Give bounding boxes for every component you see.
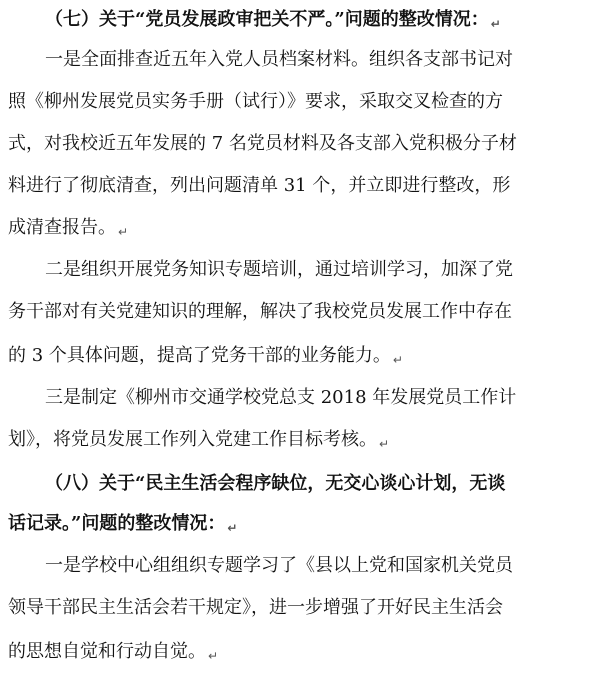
- section-8-heading-line-2: 话记录。”问题的整改情况： ↵: [0, 506, 604, 542]
- section-7-paragraph-1-line-4: 料进行了彻底清查，列出问题清单 31 个，并立即进行整改，形: [8, 175, 511, 196]
- section-7-paragraph-2-line-1: 二是组织开展党务知识专题培训，通过培训学习，加深了党: [45, 259, 513, 280]
- section-7-paragraph-3-line-1: 三是制定《柳州市交通学校党总支 2018 年发展党员工作计: [45, 387, 517, 408]
- section-7-paragraph-3-line-2: 划》，将党员发展工作列入党建工作目标考核。 ↵: [0, 422, 604, 458]
- paragraph-mark: ↵: [490, 17, 501, 31]
- section-8-paragraph-1-line-3: 的思想自觉和行动自觉。 ↵: [0, 634, 604, 670]
- paragraph-mark: ↵: [118, 225, 129, 239]
- section-7-paragraph-2-line-3: 的 3 个具体问题，提高了党务干部的业务能力。 ↵: [0, 338, 604, 374]
- section-8-paragraph-1-line-1: 一是学校中心组组织专题学习了《县以上党和国家机关党员: [45, 555, 513, 576]
- section-8-paragraph-1-line-2: 领导干部民主生活会若干规定》，进一步增强了开好民主生活会: [8, 597, 503, 618]
- section-7-paragraph-1-line-5: 成清查报告。 ↵: [0, 210, 604, 246]
- paragraph-mark: ↵: [392, 353, 403, 367]
- section-8-heading-line-1: （八）关于“民主生活会程序缺位，无交心谈心计划，无谈: [45, 473, 506, 494]
- section-7-heading: （七）关于“党员发展政审把关不严。”问题的整改情况： ↵: [0, 2, 604, 38]
- section-7-paragraph-1-line-2: 照《柳州发展党员实务手册（试行）》要求，采取交叉检查的方: [8, 91, 503, 112]
- paragraph-mark: ↵: [208, 649, 219, 663]
- paragraph-mark: ↵: [379, 437, 390, 451]
- section-7-paragraph-1-line-1: 一是全面排查近五年入党人员档案材料。组织各支部书记对: [45, 49, 513, 70]
- section-7-paragraph-1-line-3: 式，对我校近五年发展的 7 名党员材料及各支部入党积极分子材: [8, 133, 517, 154]
- section-7-paragraph-2-line-2: 务干部对有关党建知识的理解，解决了我校党员发展工作中存在: [8, 301, 512, 322]
- paragraph-mark: ↵: [227, 521, 238, 535]
